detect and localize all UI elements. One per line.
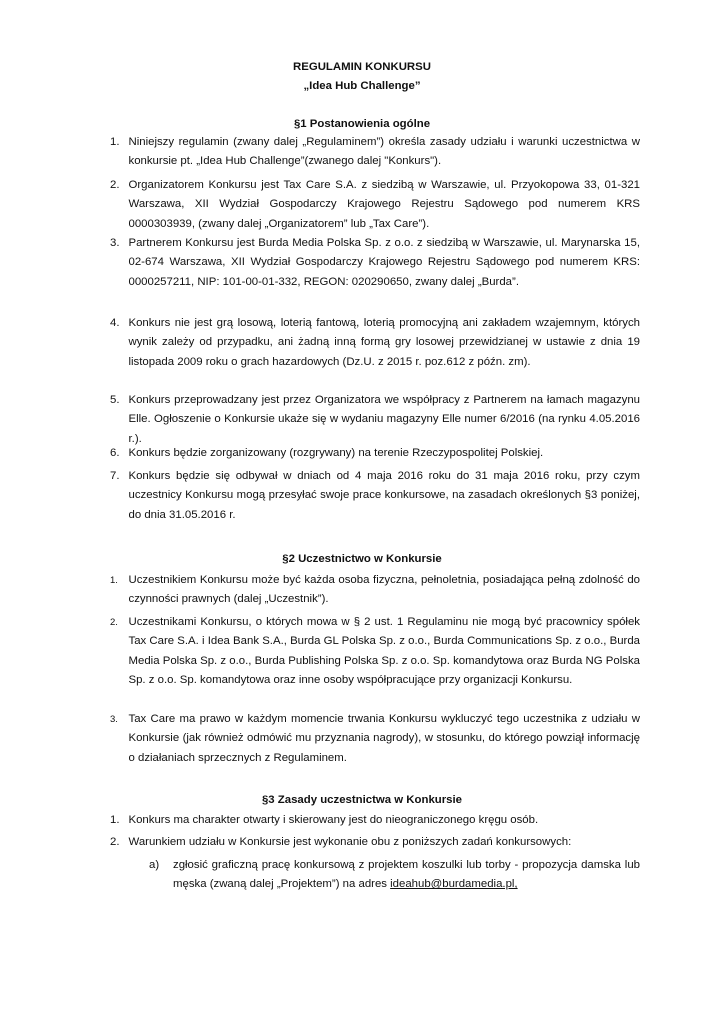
sub-list-item [149, 856, 640, 895]
list-item [110, 234, 640, 292]
item-number: 6. [110, 447, 120, 459]
sub-item-body: zgłosić graficzną pracę konkursową z projektem koszulki lub torby - propozycja damska lub męska (zwaną dalej „Projektem”) na adres [173, 859, 640, 891]
section-1-heading: §1 Postanowienia ogólne [293, 118, 431, 130]
item-text: Organizatorem Konkursu jest Tax Care S.A. z siedzibą w Warszawie, ul. Przyokopowa 33, 01-321 Warszawa, XII Wydział Gospodarczy Krajowego Rejestru Sądowego pod numerem KRS 0000303939, (zwany dalej „Organizatorem” lub „Tax Care”). [128, 179, 640, 230]
item-number: 3. [110, 714, 118, 725]
section-3-heading: §3 Zasady uczestnictwa w Konkursie [261, 794, 463, 806]
item-text: Warunkiem udziału w Konkursie jest wykonanie obu z poniższych zadań konkursowych: [128, 836, 572, 848]
document-title: REGULAMIN KONKURSU [293, 61, 431, 73]
list-item [110, 444, 640, 463]
item-number: 7. [110, 470, 120, 482]
item-number: 2. [110, 836, 120, 848]
item-text: Tax Care ma prawo w każdym momencie trwania Konkursu wykluczyć tego uczestnika z udziału w Konkursie (jak również odmówić mu przyznania nagrody), w stosunku, do którego powziął informację o działaniach sprzecznych z Regulaminem. [128, 713, 640, 764]
section-2-heading: §2 Uczestnictwo w Konkursie [282, 553, 442, 565]
item-number: 5. [110, 394, 120, 406]
list-item [110, 571, 640, 610]
list-item [110, 710, 640, 768]
item-text: Konkurs będzie się odbywał w dniach od 4 maja 2016 roku do 31 maja 2016 roku, przy czym uczestnicy Konkursu mogą przesyłać swoje prace konkursowe, na zasadach określonych §3 poniżej, do dnia 31.05.2016 r. [128, 470, 640, 521]
item-number: 3. [110, 237, 120, 249]
list-item [110, 133, 640, 172]
list-item [110, 811, 640, 830]
item-text: Uczestnikiem Konkursu może być każda osoba fizyczna, pełnoletnia, posiadająca pełną zdolność do czynności prawnych (dalej „Uczestnik”). [128, 574, 640, 606]
item-text: Uczestnikami Konkursu, o których mowa w § 2 ust. 1 Regulaminu nie mogą być pracownicy spółek Tax Care S.A. i Idea Bank S.A., Burda GL Polska Sp. z o.o., Burda Communications Sp. z o.o., Burda Media Polska Sp. z o.o., Burda Publishing Polska Sp. z o.o. Sp. komandytowa oraz Burda NG Polska Sp. z o.o. Sp. komandytowa oraz inne osoby współpracujące przy organizacji Konkursu. [128, 616, 640, 686]
item-number: 1. [110, 814, 120, 826]
item-text: Konkurs przeprowadzany jest przez Organizatora we współpracy z Partnerem na łamach magazynu Elle. Ogłoszenie o Konkursie ukaże się w wydaniu magazyny Elle numer 6/2016 (na rynku 4.05.2016 r.). [128, 394, 640, 445]
list-item [110, 391, 640, 449]
list-item [110, 467, 640, 525]
list-item [110, 833, 640, 852]
sub-item-text [173, 856, 640, 895]
item-number: 2. [110, 617, 118, 628]
item-text: Konkurs ma charakter otwarty i skierowany jest do nieograniczonego kręgu osób. [128, 814, 539, 826]
sub-item-letter: a) [149, 859, 160, 871]
document-subtitle: „Idea Hub Challenge” [303, 80, 421, 92]
item-number: 2. [110, 179, 120, 191]
list-item [110, 613, 640, 690]
list-item [110, 314, 640, 372]
list-item [110, 176, 640, 234]
item-text: Konkurs będzie zorganizowany (rozgrywany) na terenie Rzeczypospolitej Polskiej. [128, 447, 544, 459]
item-number: 1. [110, 136, 120, 148]
item-text: Konkurs nie jest grą losową, loterią fantową, loterią promocyjną ani zakładem wzajemnym, których wynik zależy od przypadku, ani żadną inną formą gry losowej przewidzianej w ustawie z dnia 19 listopada 2009 roku o grach hazardowych (Dz.U. z 2015 r. poz.612 z późn. zm). [128, 317, 640, 368]
item-number: 1. [110, 575, 118, 586]
item-text: Niniejszy regulamin (zwany dalej „Regulaminem”) określa zasady udziału i warunki uczestnictwa w konkursie pt. „Idea Hub Challenge”(zwanego dalej "Konkurs"). [128, 136, 640, 168]
email-link[interactable]: ideahub@burdamedia.pl, [390, 878, 518, 891]
item-text: Partnerem Konkursu jest Burda Media Polska Sp. z o.o. z siedzibą w Warszawie, ul. Marynarska 15, 02-674 Warszawa, XII Wydział Gospodarczy Krajowego Rejestru Sądowego pod numerem KRS: 0000257211, NIP: 101-00-01-332, REGON: 020290650, zwany dalej „Burda”. [128, 237, 640, 288]
item-number: 4. [110, 317, 120, 329]
